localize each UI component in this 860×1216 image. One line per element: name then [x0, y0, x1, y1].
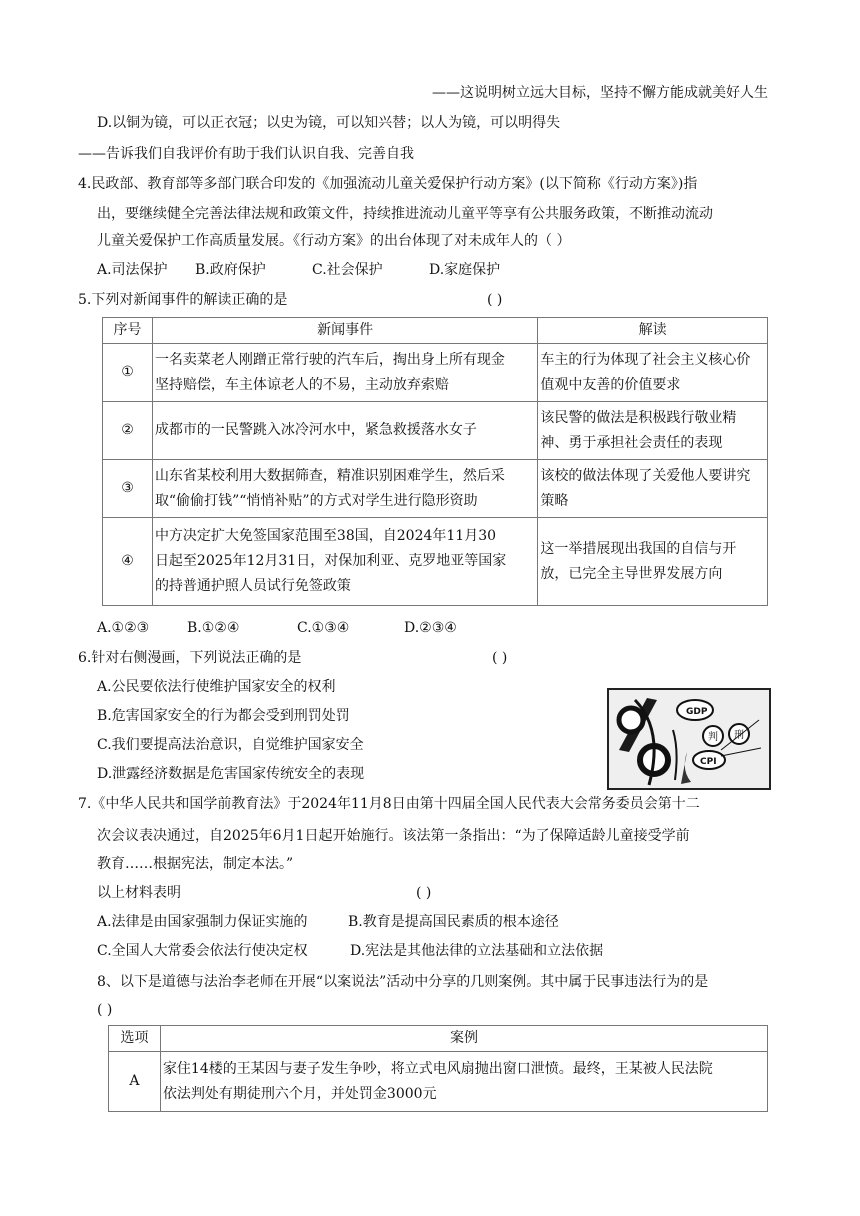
q6-stem: 6.针对右侧漫画，下列说法正确的是 [78, 650, 302, 666]
q5-stem: 5.下列对新闻事件的解读正确的是 [78, 292, 288, 308]
header-news-event: 新闻事件 [152, 318, 537, 344]
q8-case-table [108, 1025, 768, 1112]
q5-options [97, 618, 457, 638]
cartoon-illustration [609, 690, 769, 788]
q5-option-b[interactable]: B.①②④ [187, 620, 240, 636]
row-number: ② [103, 402, 153, 460]
cpi-label: CPI [700, 757, 717, 767]
table-row [109, 1052, 768, 1112]
q5-answer-paren: ( ) [487, 292, 503, 308]
q4-stem-line-3: 儿童关爱保护工作高质量发展。《行动方案》的出台体现了对未成年人的（ ） [97, 233, 571, 249]
q6-option-a[interactable]: A.公民要依法行使维护国家安全的权利 [97, 679, 336, 695]
q7-option-a[interactable]: A.法律是由国家强制力保证实施的 [97, 914, 308, 930]
row-event: 一名卖菜老人刚蹭正常行驶的汽车后，掏出身上所有现金 坚持赔偿，车主体谅老人的不易，主动放弃索赔 [152, 344, 537, 402]
q7-answer-paren: ( ) [416, 885, 432, 901]
verdict-label-left: 判 [708, 732, 718, 743]
q4-stem-line-2: 出，要继续健全完善法律法规和政策文件，持续推进流动儿童平等享有公共服务政策，不断推动流动 [97, 206, 713, 222]
q6-option-c[interactable]: C.我们要提高法治意识，自觉维护国家安全 [97, 737, 364, 753]
q6-option-d[interactable]: D.泄露经济数据是危害国家传统安全的表现 [97, 766, 365, 782]
q7-option-d[interactable]: D.宪法是其他法律的立法基础和立法依据 [350, 943, 604, 959]
q5-option-c[interactable]: C.①③④ [297, 620, 350, 636]
q5-news-table [102, 317, 768, 606]
q8-answer-paren: ( ) [97, 1002, 113, 1018]
row-number: ③ [103, 460, 153, 518]
q4-stem-line-1: 4.民政部、教育部等多部门联合印发的《加强流动儿童关爱保护行动方案》(以下简称《行动方案》)指 [78, 176, 698, 192]
security-cartoon-image [607, 688, 771, 790]
q7-option-b[interactable]: B.教育是提高国民素质的根本途径 [348, 914, 559, 930]
verdict-label-right: 刑 [734, 730, 744, 741]
row-number: ① [103, 344, 153, 402]
table-row [103, 402, 768, 460]
row-option: A [109, 1052, 161, 1112]
q7-stem-line-4: 以上材料表明 [97, 885, 181, 901]
gdp-label: GDP [686, 707, 708, 717]
q7-stem-line-1: 7.《中华人民共和国学前教育法》于2024年11月8日由第十四届全国人民代表大会常务委员会第十二 [78, 796, 700, 812]
row-analysis: 这一举措展现出我国的自信与开 放，已完全主导世界发展方向 [538, 518, 768, 606]
row-analysis: 该民警的做法是积极践行敬业精 神、勇于承担社会责任的表现 [538, 402, 768, 460]
row-event: 成都市的一民警跳入冰冷河水中，紧急救援落水女子 [152, 402, 537, 460]
prev-conclusion-line: ——这说明树立远大目标，坚持不懈方能成就美好人生 [432, 85, 768, 101]
q7-stem-line-3: 教育……根据宪法，制定本法。” [97, 856, 294, 872]
q6-option-b[interactable]: B.危害国家安全的行为都会受到刑罚处罚 [97, 708, 350, 724]
q4-option-b[interactable]: B.政府保护 [195, 262, 266, 278]
prev-option-d-conclusion: ——告诉我们自我评价有助于我们认识自我、完善自我 [78, 146, 414, 162]
table-header-row [109, 1026, 768, 1052]
row-event: 山东省某校利用大数据筛查，精准识别困难学生，然后采 取“偷偷打钱”“悄悄补贴”的方式对学生进行隐形资助 [152, 460, 537, 518]
table-row [103, 518, 768, 606]
q4-option-c[interactable]: C.社会保护 [312, 262, 383, 278]
header-option: 选项 [109, 1026, 161, 1052]
q7-option-c[interactable]: C.全国人大常委会依法行使决定权 [97, 943, 308, 959]
q4-option-d[interactable]: D.家庭保护 [429, 262, 501, 278]
header-case: 案例 [160, 1026, 767, 1052]
header-analysis: 解读 [538, 318, 768, 344]
q6-answer-paren: ( ) [492, 650, 508, 666]
row-analysis: 该校的做法体现了关爱他人要讲究 策略 [538, 460, 768, 518]
q4-options [97, 260, 500, 280]
row-case: 家住14楼的王某因与妻子发生争吵，将立式电风扇抛出窗口泄愤。最终，王某被人民法院 依法判处有期徒刑六个月，并处罚金3000元 [160, 1052, 767, 1112]
prev-option-d: D.以铜为镜，可以正衣冠；以史为镜，可以知兴替；以人为镜，可以明得失 [97, 115, 561, 131]
q8-stem-line-1: 8、以下是道德与法治李老师在开展“以案说法”活动中分享的几则案例。其中属于民事违法行为的是 [97, 974, 709, 990]
table-row [103, 344, 768, 402]
q5-option-d[interactable]: D.②③④ [404, 620, 457, 636]
row-event: 中方决定扩大免签国家范围至38国，自2024年11月30 日起至2025年12月31日，对保加利亚、克罗地亚等国家 的持普通护照人员试行免签政策 [152, 518, 537, 606]
q7-stem-line-2: 次会议表决通过，自2025年6月1日起开始施行。该法第一条指出：“为了保障适龄儿童接受学前 [97, 828, 690, 844]
table-row [103, 460, 768, 518]
row-number: ④ [103, 518, 153, 606]
header-number: 序号 [103, 318, 153, 344]
row-analysis: 车主的行为体现了社会主义核心价 值观中友善的价值要求 [538, 344, 768, 402]
q5-option-a[interactable]: A.①②③ [97, 620, 150, 636]
table-header-row [103, 318, 768, 344]
q4-option-a[interactable]: A.司法保护 [97, 262, 168, 278]
